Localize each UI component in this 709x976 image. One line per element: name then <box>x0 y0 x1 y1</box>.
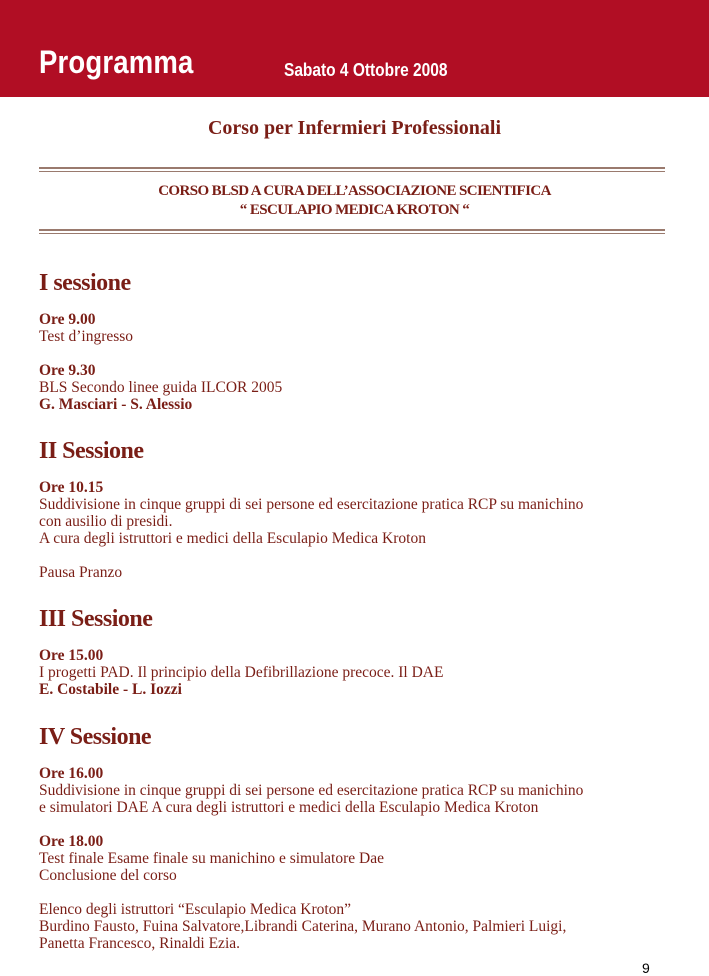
session-time: Ore 10.15 <box>39 479 104 496</box>
session-text: A cura degli istruttori e medici della Esculapio Medica Kroton <box>39 530 426 547</box>
course-organizer-line-2: “ ESCULAPIO MEDICA KROTON “ <box>239 202 470 218</box>
session-speakers: G. Masciari - S. Alessio <box>39 396 193 413</box>
instructors-heading: Elenco degli istruttori “Esculapio Medica Kroton” <box>39 901 352 918</box>
page-title: Programma <box>39 44 194 80</box>
header-banner <box>0 0 709 97</box>
session-title: IV Sessione <box>39 724 152 750</box>
divider-bottom <box>39 229 665 234</box>
event-date: Sabato 4 Ottobre 2008 <box>284 60 448 80</box>
session-title: III Sessione <box>39 606 153 632</box>
session-text: Suddivisione in cinque gruppi di sei persone ed esercitazione pratica RCP su manichino <box>39 496 584 513</box>
instructors-list-line-1: Burdino Fausto, Fuina Salvatore,Librandi Caterina, Murano Antonio, Palmieri Luigi, <box>39 918 567 935</box>
session-title: I sessione <box>39 270 131 296</box>
session-time: Ore 9.00 <box>39 311 96 328</box>
course-subtitle: Corso per Infermieri Professionali <box>207 117 502 139</box>
session-note: Pausa Pranzo <box>39 564 123 581</box>
instructors-list-line-2: Panetta Francesco, Rinaldi Ezia. <box>39 935 241 952</box>
session-time: Ore 16.00 <box>39 765 104 782</box>
session-time: Ore 18.00 <box>39 833 104 850</box>
session-text: Suddivisione in cinque gruppi di sei persone ed esercitazione pratica RCP su manichino <box>39 782 584 799</box>
session-text: I progetti PAD. Il principio della Defibrillazione precoce. Il DAE <box>39 664 444 681</box>
session-title: II Sessione <box>39 438 144 464</box>
page-number: 9 <box>642 960 650 976</box>
session-text: Test d’ingresso <box>39 328 134 345</box>
session-text: BLS Secondo linee guida ILCOR 2005 <box>39 379 283 396</box>
session-speakers: E. Costabile - L. Iozzi <box>39 681 182 698</box>
session-time: Ore 15.00 <box>39 647 104 664</box>
session-text: e simulatori DAE A cura degli istruttori e medici della Esculapio Medica Kroton <box>39 799 539 816</box>
divider-top <box>39 167 665 172</box>
course-organizer-line-1: CORSO BLSD A CURA DELL’ASSOCIAZIONE SCIENTIFICA <box>158 183 551 199</box>
session-time: Ore 9.30 <box>39 362 96 379</box>
session-text: con ausilio di presidi. <box>39 513 173 530</box>
session-text: Test finale Esame finale su manichino e simulatore Dae <box>39 850 384 867</box>
session-text: Conclusione del corso <box>39 867 177 884</box>
